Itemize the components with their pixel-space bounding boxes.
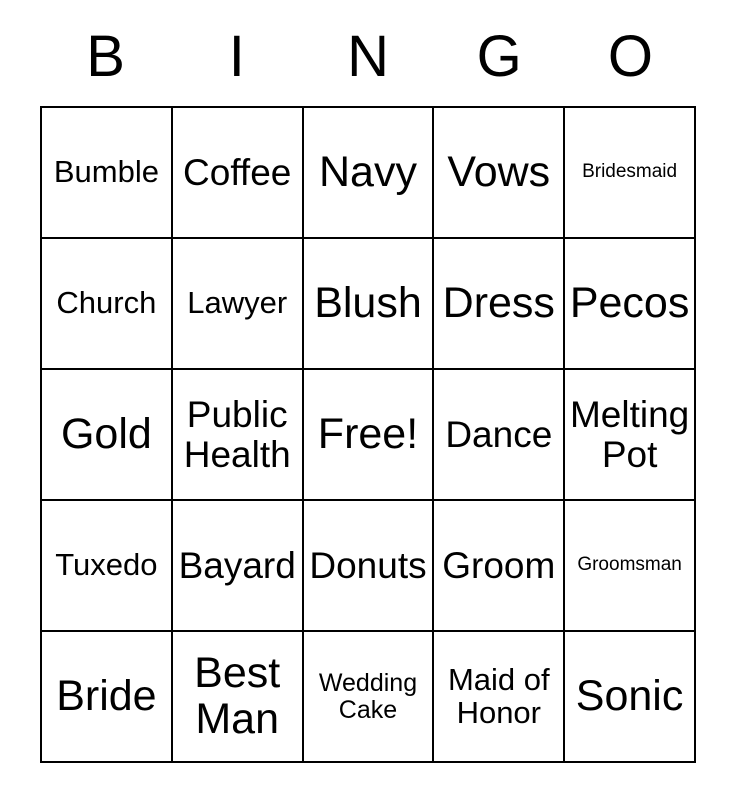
bingo-cell[interactable]	[173, 370, 304, 501]
bingo-cell-label: Bayard	[178, 544, 296, 586]
bingo-cell[interactable]	[173, 501, 304, 632]
bingo-cell-label: Blush	[314, 278, 422, 327]
bingo-cell-label: Bumble	[53, 154, 159, 190]
bingo-cell-label: Melting Pot	[569, 394, 690, 475]
bingo-cell-label: Coffee	[183, 151, 292, 193]
bingo-cell-label: Vows	[447, 147, 551, 196]
bingo-grid	[40, 106, 696, 763]
bingo-cell[interactable]	[42, 501, 173, 632]
bingo-cell[interactable]	[565, 501, 696, 632]
bingo-cell[interactable]	[42, 632, 173, 763]
bingo-cell[interactable]	[434, 108, 565, 239]
bingo-cell-label: Maid of Honor	[447, 661, 550, 730]
bingo-cell[interactable]	[173, 632, 304, 763]
bingo-cell-label: Donuts	[309, 544, 427, 586]
bingo-cell-label: Lawyer	[187, 285, 288, 321]
bingo-cell-label: Tuxedo	[55, 547, 158, 583]
bingo-cell[interactable]	[565, 632, 696, 763]
bingo-cell-label: Sonic	[575, 671, 684, 720]
bingo-cell-label: Public Health	[183, 394, 291, 475]
bingo-cell[interactable]	[304, 501, 435, 632]
bingo-cell-label: Best Man	[194, 648, 281, 743]
bingo-cell[interactable]	[434, 370, 565, 501]
header-letter-n: N	[347, 24, 389, 89]
bingo-cell-label: Groomsman	[577, 554, 682, 576]
bingo-cell[interactable]	[173, 108, 304, 239]
bingo-cell-label: Bride	[56, 671, 157, 720]
bingo-cell[interactable]	[434, 239, 565, 370]
bingo-cell-free[interactable]	[304, 370, 435, 501]
bingo-cell-label: Dress	[442, 278, 555, 327]
bingo-header	[40, 0, 696, 92]
bingo-cell[interactable]	[42, 108, 173, 239]
header-letter-b: B	[86, 24, 125, 89]
bingo-cell[interactable]	[304, 108, 435, 239]
bingo-cell[interactable]	[173, 239, 304, 370]
header-letter-i: I	[228, 24, 245, 89]
bingo-cell-label: Navy	[319, 147, 417, 196]
bingo-cell[interactable]	[304, 632, 435, 763]
bingo-cell[interactable]	[565, 239, 696, 370]
bingo-cell[interactable]	[42, 239, 173, 370]
bingo-cell[interactable]	[42, 370, 173, 501]
bingo-cell-label: Groom	[442, 544, 556, 586]
bingo-cell-label: Pecos	[569, 278, 690, 327]
bingo-cell[interactable]	[434, 632, 565, 763]
bingo-cell-label: Bridesmaid	[582, 161, 678, 183]
bingo-cell-label: Free!	[317, 409, 419, 458]
bingo-cell[interactable]	[304, 239, 435, 370]
header-letter-g: G	[476, 24, 522, 89]
bingo-cell[interactable]	[565, 370, 696, 501]
bingo-cell-label: Gold	[60, 409, 152, 458]
bingo-cell-label: Dance	[445, 413, 553, 455]
bingo-cell-label: Church	[56, 285, 157, 321]
bingo-cell-label: Wedding Cake	[318, 669, 418, 724]
header-letter-o: O	[607, 24, 653, 89]
bingo-cell[interactable]	[565, 108, 696, 239]
bingo-cell[interactable]	[434, 501, 565, 632]
